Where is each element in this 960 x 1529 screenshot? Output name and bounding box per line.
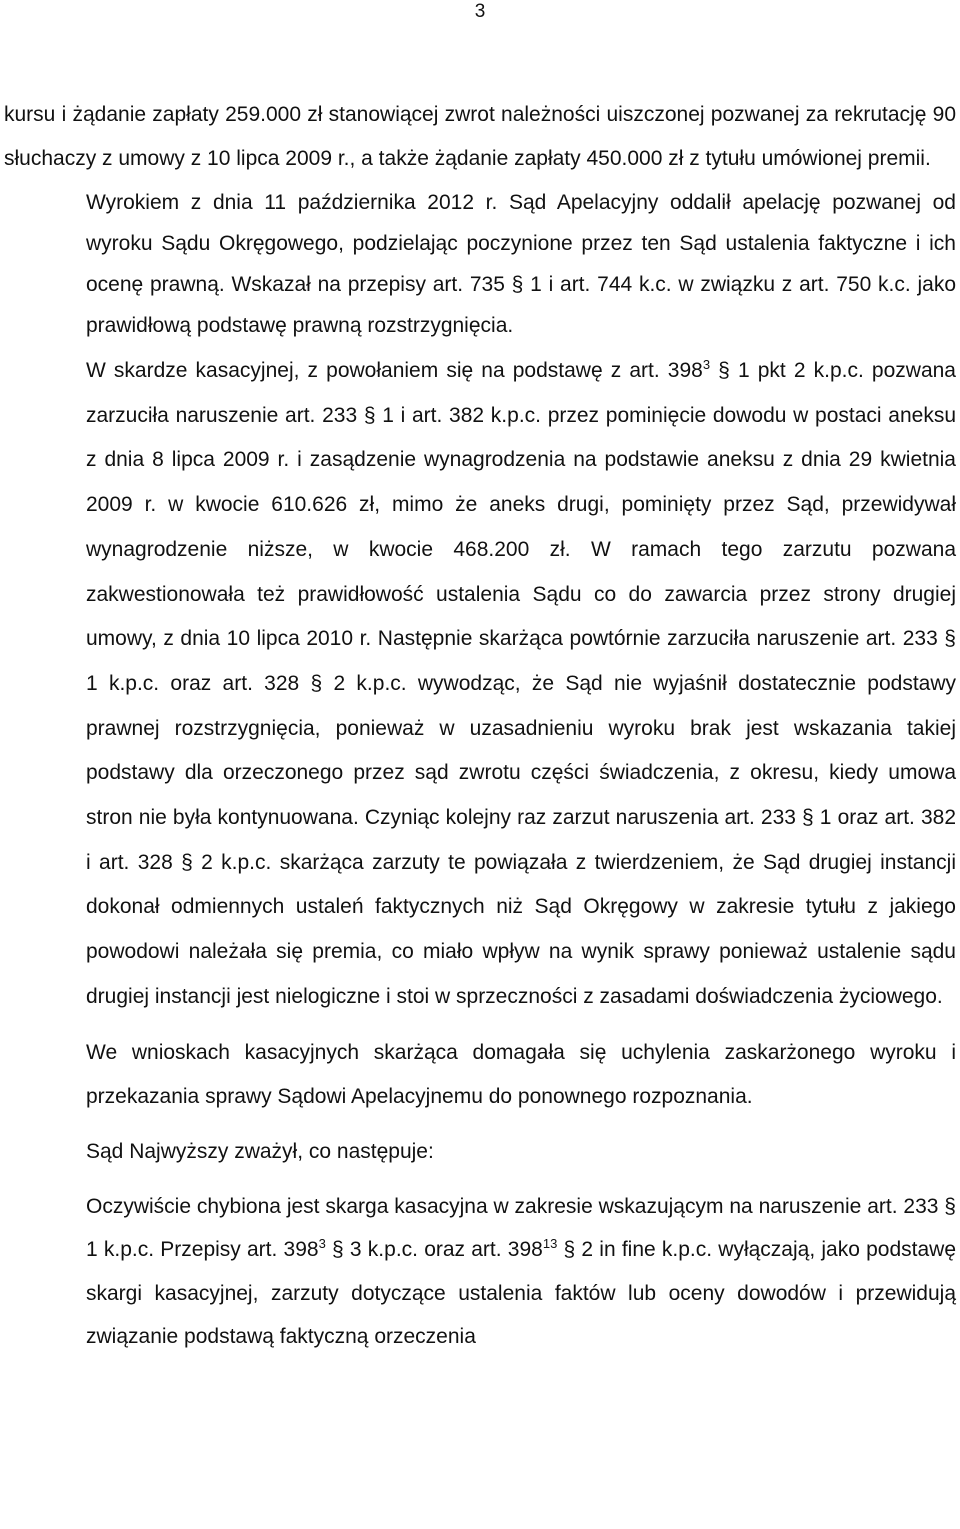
document-body <box>4 93 956 1359</box>
paragraph-1: kursu i żądanie zapłaty 259.000 zł stanowiącej zwrot należności uiszczonej pozwanej za rekrutację 90 słuchaczy z umowy z 10 lipca 2009 r., a także żądanie zapłaty 450.000 zł z tytułu umówionej premii. <box>4 103 956 170</box>
page-number: 3 <box>474 1 486 22</box>
paragraph-6-part-b: § 3 k.p.c. oraz art. 398 <box>325 1238 543 1262</box>
paragraph-3-part-a: W skardze kasacyjnej, z powołaniem się na podstawę z art. 398 <box>86 359 703 382</box>
paragraph-3 <box>4 349 956 1020</box>
paragraph-6 <box>4 1185 956 1359</box>
paragraph-2: Wyrokiem z dnia 11 października 2012 r. Sąd Apelacyjny oddalił apelację pozwanej od wyroku Sądu Okręgowego, podzielając poczynione przez ten Sąd ustalenia faktyczne i ich ocenę prawną. Wskazał na przepisy art. 735 § 1 i art. 744 k.c. w związku z art. 750 k.c. jako prawidłową podstawę prawną rozstrzygnięcia. <box>86 191 956 337</box>
paragraph-4: We wnioskach kasacyjnych skarżąca domagała się uchylenia zaskarżonego wyroku i przekazania sprawy Sądowi Apelacyjnemu do ponownego rozpoznania. <box>86 1040 956 1108</box>
paragraph-6-part-a: Oczywiście chybiona jest skarga kasacyjna w zakresie wskazującym na naruszenie art. 233 § 1 k.p.c. Przepisy art. 398 <box>86 1194 956 1262</box>
superscript: 3 <box>702 357 711 372</box>
superscript: 3 <box>318 1236 326 1252</box>
superscript: 13 <box>542 1236 558 1252</box>
paragraph-5: Sąd Najwyższy zważył, co następuje: <box>86 1139 434 1163</box>
paragraph-6-part-c: § 2 in fine k.p.c. wyłączają, jako podstawę skargi kasacyjnej, zarzuty dotyczące ustalenia faktów lub oceny dowodów i przewidują związanie podstawą faktyczną orzeczenia <box>86 1238 956 1349</box>
paragraph-3-part-b: § 1 pkt 2 k.p.c. pozwana zarzuciła naruszenie art. 233 § 1 i art. 382 k.p.c. przez pominięcie dowodu w postaci aneksu z dnia 8 lipca 2009 r. i zasądzenie wynagrodzenia na podstawie aneksu z dnia 29 kwietnia 2009 r. w kwocie 610.626 zł, mimo że aneks drugi, pominięty przez Sąd, przewidywał wynagrodzenie niższe, w kwocie 468.200 zł. W ramach tego zarzutu pozwana zakwestionowała też prawidłowość ustalenia Sądu co do zawarcia przez strony drugiej umowy, z dnia 10 lipca 2010 r. Następnie skarżąca powtórnie zarzuciła naruszenie art. 233 § 1 k.p.c. oraz art. 328 § 2 k.p.c. wywodząc, że Sąd nie wyjaśnił dostatecznie podstawy prawnej rozstrzygnięcia, ponieważ w uzasadnieniu wyroku brak jest wskazania takiej podstawy dla orzeczonego przez sąd zwrotu części świadczenia, z okresu, kiedy umowa stron nie była kontynuowana. Czyniąc kolejny raz zarzut naruszenia art. 233 § 1 oraz art. 382 i art. 328 § 2 k.p.c. skarżąca zarzuty te powiązała z twierdzeniem, że Sąd drugiej instancji dokonał odmiennych ustaleń faktycznych niż Sąd Okręgowy w zakresie tytułu z jakiego powodowi należała się premia, co miało wpływ na wynik sprawy ponieważ ustalenie sądu drugiej instancji jest nielogiczne i stoi w sprzeczności z zasadami doświadczenia życiowego. <box>86 359 956 1008</box>
